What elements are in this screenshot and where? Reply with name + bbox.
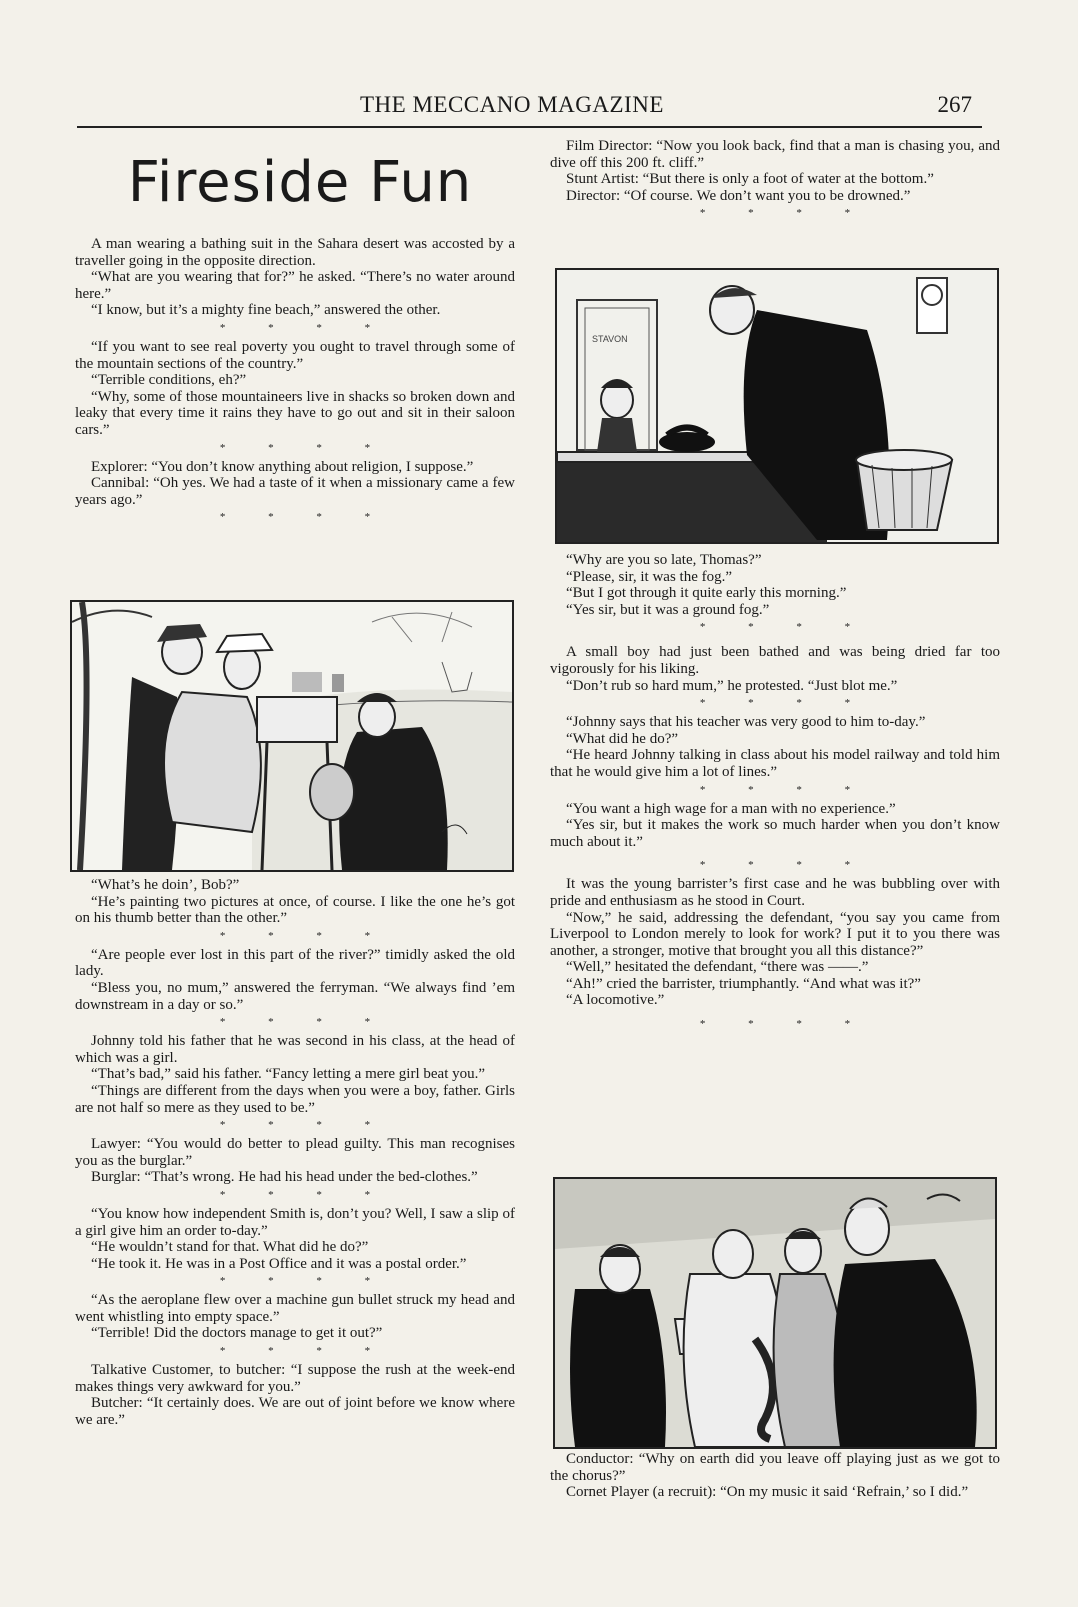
star-separator: * * * *: [699, 1018, 871, 1031]
joke-aeroplane: [75, 1292, 515, 1342]
paragraph: “You know how independent Smith is, don’t you? Well, I saw a slip of a girl give him an order to-day.”: [75, 1205, 515, 1239]
page-number: 267: [937, 92, 972, 117]
paragraph: “If you want to see real poverty you ought to travel through some of the mountain sections of the country.”: [75, 338, 515, 372]
star-separator: * * * *: [219, 1188, 391, 1201]
joke-sahara: [75, 236, 515, 319]
joke-conductor: [550, 1451, 1000, 1501]
right-column-middle: [550, 552, 1000, 1035]
paragraph: It was the young barrister’s first case and he was bubbling over with pride and enthusiasm as he stood in Court.: [550, 876, 1000, 909]
paragraph: “He took it. He was in a Post Office and it was a postal order.”: [91, 1255, 467, 1272]
paragraph: “Are people ever lost in this part of the river?” timidly asked the old lady.: [75, 946, 515, 980]
paragraph: “Please, sir, it was the fog.”: [566, 568, 733, 585]
joke-painter: [75, 877, 515, 927]
svg-text:STAVON: STAVON: [592, 334, 628, 344]
paragraph: “He wouldn’t stand for that. What did he do?”: [91, 1239, 369, 1256]
joke-ferryman: [75, 947, 515, 1013]
paragraph: Cornet Player (a recruit): “On my music it said ‘Refrain,’ so I did.”: [566, 1484, 969, 1501]
paragraph: “You want a high wage for a man with no experience.”: [566, 800, 896, 817]
star-separator: * * * *: [699, 621, 871, 634]
paragraph: “What’s he doin’, Bob?”: [91, 877, 240, 893]
paragraph: “What are you wearing that for?” he asked. “There’s no water around here.”: [75, 269, 515, 302]
star-separator: * * * *: [219, 1016, 391, 1029]
orchestra-illustration: [555, 1179, 995, 1447]
paragraph: “But I got through it quite early this morning.”: [566, 585, 847, 602]
paragraph: A small boy had just been bathed and was being dried far too vigorously for his liking.: [550, 644, 1000, 677]
joke-bath: [550, 644, 1000, 694]
joke-johnny-class: [75, 1033, 515, 1116]
paragraph: “Don’t rub so hard mum,” he protested. “Just blot me.”: [566, 677, 898, 694]
paragraph: “Yes sir, but it makes the work so much harder when you don’t know much about it.”: [550, 817, 1000, 850]
joke-barrister: [550, 876, 1000, 1009]
paragraph: “He’s painting two pictures at once, of course. I like the one he’s got on his thumb better than the other.”: [75, 893, 515, 927]
painter-illustration: [72, 602, 512, 870]
office-illustration: [557, 270, 997, 542]
star-separator: * * * *: [699, 697, 871, 710]
joke-burglar: [75, 1136, 515, 1186]
paragraph: Johnny told his father that he was second in his class, at the head of which was a girl.: [75, 1033, 515, 1066]
star-separator: * * * *: [219, 1345, 391, 1358]
paragraph: “Now,” he said, addressing the defendant, “you say you came from Liverpool to London merely to look for work? I put it to you there was another, a stronger, motive that brought you all this distance?”: [550, 909, 1000, 959]
paragraph: “He heard Johnny talking in class about his model railway and told him that he would give him a lot of lines.”: [550, 747, 1000, 780]
paragraph: “Why, some of those mountaineers live in shacks so broken down and leaky that every time it rains they have to go out and sit in their saloon cars.”: [75, 388, 515, 438]
joke-smith: [75, 1206, 515, 1272]
paragraph: “A locomotive.”: [566, 992, 665, 1009]
cartoon-orchestra: [553, 1177, 997, 1449]
joke-butcher: [75, 1362, 515, 1428]
star-separator: * * * *: [219, 321, 391, 334]
right-column-bottom: [550, 1451, 1000, 1501]
cartoon-painter: [70, 600, 514, 872]
star-separator: * * * *: [219, 929, 391, 942]
paragraph: “Terrible! Did the doctors manage to get it out?”: [91, 1325, 383, 1342]
star-separator: * * * *: [699, 207, 871, 220]
cartoon-office: [555, 268, 999, 544]
paragraph: “I know, but it’s a mighty fine beach,” answered the other.: [91, 302, 441, 319]
star-separator: * * * *: [699, 859, 871, 872]
paragraph: Director: “Of course. We don’t want you to be drowned.”: [566, 187, 911, 204]
paragraph: “What did he do?”: [566, 730, 679, 747]
paragraph: Film Director: “Now you look back, find that a man is chasing you, and dive off this 200 ft. cliff.”: [550, 138, 1000, 171]
joke-wage: [550, 801, 1000, 851]
paragraph: “Well,” hesitated the defendant, “there was ——.”: [566, 959, 869, 976]
magazine-title: THE MECCANO MAGAZINE: [360, 92, 664, 117]
paragraph: “Terrible conditions, eh?”: [91, 372, 247, 389]
paragraph: Butcher: “It certainly does. We are out of joint before we know where we are.”: [75, 1395, 515, 1428]
paragraph: Cannibal: “Oh yes. We had a taste of it when a missionary came a few years ago.”: [75, 475, 515, 508]
paragraph: Talkative Customer, to butcher: “I suppose the rush at the week-end makes things very awkward for you.”: [75, 1362, 515, 1395]
joke-poverty: [75, 339, 515, 439]
paragraph: Conductor: “Why on earth did you leave off playing just as we got to the chorus?”: [550, 1451, 1000, 1484]
paragraph: “As the aeroplane flew over a machine gun bullet struck my head and went whistling into empty space.”: [75, 1292, 515, 1325]
paragraph: “Things are different from the days when you were a boy, father. Girls are not half so mere as they used to be.”: [75, 1082, 515, 1116]
star-separator: * * * *: [219, 441, 391, 454]
star-separator: * * * *: [219, 1275, 391, 1288]
right-column-top: [550, 138, 1000, 224]
star-separator: * * * *: [219, 511, 391, 524]
paragraph: Stunt Artist: “But there is only a foot of water at the bottom.”: [566, 171, 934, 188]
left-column-top: [75, 236, 515, 528]
paragraph: “Bless you, no mum,” answered the ferryman. “We always find ’em downstream in a day or so.”: [75, 979, 515, 1013]
paragraph: Burglar: “That’s wrong. He had his head under the bed-clothes.”: [91, 1169, 478, 1186]
paragraph: “That’s bad,” said his father. “Fancy letting a mere girl beat you.”: [91, 1066, 486, 1083]
star-separator: * * * *: [219, 1119, 391, 1132]
joke-film-director: [550, 138, 1000, 204]
paragraph: A man wearing a bathing suit in the Sahara desert was accosted by a traveller going in the opposite direction.: [75, 236, 515, 269]
joke-teacher: [550, 714, 1000, 780]
left-column-bottom: [75, 877, 515, 1428]
paragraph: Lawyer: “You would do better to plead guilty. This man recognises you as the burglar.”: [75, 1136, 515, 1169]
joke-cannibal: [75, 459, 515, 509]
page-header: [77, 92, 982, 128]
paragraph: “Yes sir, but it was a ground fog.”: [566, 601, 770, 618]
star-separator: * * * *: [699, 783, 871, 796]
paragraph: “Ah!” cried the barrister, triumphantly. “And what was it?”: [566, 975, 921, 992]
article-title: Fireside Fun: [127, 150, 473, 215]
paragraph: Explorer: “You don’t know anything about religion, I suppose.”: [91, 458, 474, 475]
paragraph: “Why are you so late, Thomas?”: [566, 552, 762, 568]
paragraph: “Johnny says that his teacher was very good to him to-day.”: [566, 714, 926, 731]
joke-fog: [550, 552, 1000, 618]
